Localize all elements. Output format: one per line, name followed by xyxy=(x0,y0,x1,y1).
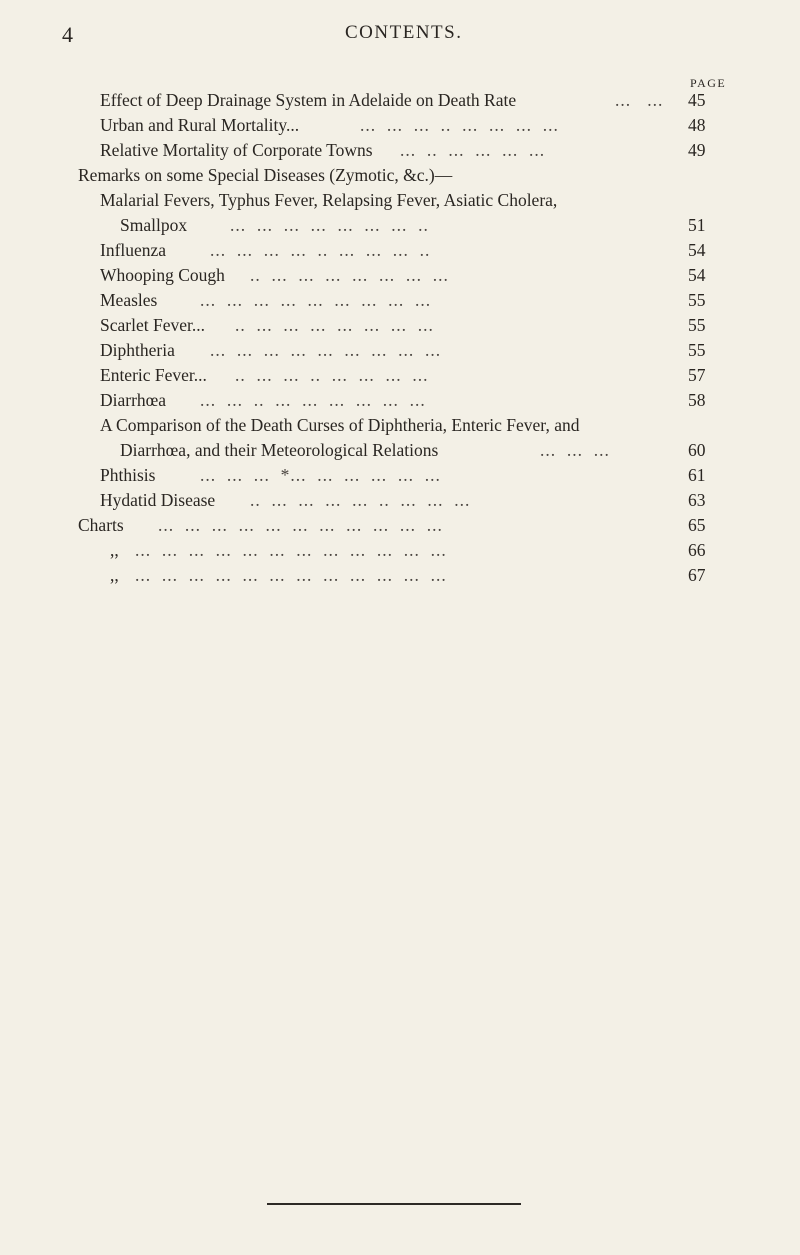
entry-page: 63 xyxy=(688,490,706,510)
entry-page: 54 xyxy=(688,240,706,260)
page-column-label: PAGE xyxy=(690,76,727,90)
entry-title: Measles xyxy=(100,290,158,310)
entry-page: 60 xyxy=(688,440,706,460)
dot-leader: .. ... ... .. ... ... ... ... xyxy=(235,365,429,385)
entry-page: 65 xyxy=(688,515,706,535)
entry-page: 66 xyxy=(688,540,706,560)
entry-title: Phthisis xyxy=(100,465,156,485)
dot-leader: ... ... ... ... ... ... ... ... ... ... ... xyxy=(158,515,443,535)
ditto-mark: ,, xyxy=(110,540,119,560)
dot-leader: ... ... xyxy=(615,90,664,110)
entry-page: 45 xyxy=(688,90,706,110)
dot-leader: ... ... ... xyxy=(540,440,610,460)
ditto-mark: ,, xyxy=(110,565,119,585)
entry-page: 49 xyxy=(688,140,706,160)
entry-page: 58 xyxy=(688,390,706,410)
dot-leader: ... ... .. ... ... ... ... ... ... xyxy=(200,390,426,410)
dot-leader: ... ... ... ... ... ... ... ... ... xyxy=(210,340,442,360)
entry-page: 51 xyxy=(688,215,706,235)
dot-leader: ... ... ... ... .. ... ... ... .. xyxy=(210,240,431,260)
entry-page: 61 xyxy=(688,465,706,485)
entry-page: 55 xyxy=(688,315,706,335)
entry-page: 67 xyxy=(688,565,706,585)
entry-title: Scarlet Fever... xyxy=(100,315,205,335)
dot-leader: ... ... ... *... ... ... ... ... ... xyxy=(200,465,441,485)
entry-title: Diarrhœa xyxy=(100,390,167,410)
entry-title: A Comparison of the Death Curses of Diphtheria, Enteric Fever, and xyxy=(100,415,580,435)
entry-title: Diarrhœa, and their Meteorological Relations xyxy=(120,440,439,460)
closing-rule xyxy=(267,1203,521,1205)
dot-leader: ... .. ... ... ... ... xyxy=(400,140,546,160)
running-title: CONTENTS. xyxy=(345,22,463,43)
dot-leader: ... ... ... ... ... ... ... ... ... xyxy=(200,290,432,310)
dot-leader: ... ... ... .. ... ... ... ... xyxy=(360,115,559,135)
entry-page: 57 xyxy=(688,365,706,385)
entry-title: Influenza xyxy=(100,240,167,260)
entry-title: Remarks on some Special Diseases (Zymotic, &c.)— xyxy=(78,165,453,185)
entry-page: 55 xyxy=(688,290,706,310)
entry-title: Malarial Fevers, Typhus Fever, Relapsing Fever, Asiatic Cholera, xyxy=(100,190,558,210)
entry-title: Hydatid Disease xyxy=(100,490,216,510)
entry-page: 54 xyxy=(688,265,706,285)
dot-leader: ... ... ... ... ... ... ... .. xyxy=(230,215,429,235)
entry-page: 48 xyxy=(688,115,706,135)
page-number: 4 xyxy=(62,22,73,47)
entry-title: Charts xyxy=(78,515,124,535)
entry-title: Whooping Cough xyxy=(100,265,225,285)
dot-leader: .. ... ... ... ... .. ... ... ... xyxy=(250,490,471,510)
entry-title: Urban and Rural Mortality... xyxy=(100,115,300,135)
entry-title: Enteric Fever... xyxy=(100,365,207,385)
dot-leader: ... ... ... ... ... ... ... ... ... ... ... ... xyxy=(135,565,447,585)
dot-leader: .. ... ... ... ... ... ... ... xyxy=(250,265,449,285)
entry-title: Effect of Deep Drainage System in Adelaide on Death Rate xyxy=(100,90,517,110)
entry-title: Relative Mortality of Corporate Towns xyxy=(100,140,373,160)
dot-leader: .. ... ... ... ... ... ... ... xyxy=(235,315,434,335)
entry-title: Diphtheria xyxy=(100,340,175,360)
entry-page: 55 xyxy=(688,340,706,360)
dot-leader: ... ... ... ... ... ... ... ... ... ... ... ... xyxy=(135,540,447,560)
entry-title: Smallpox xyxy=(120,215,188,235)
